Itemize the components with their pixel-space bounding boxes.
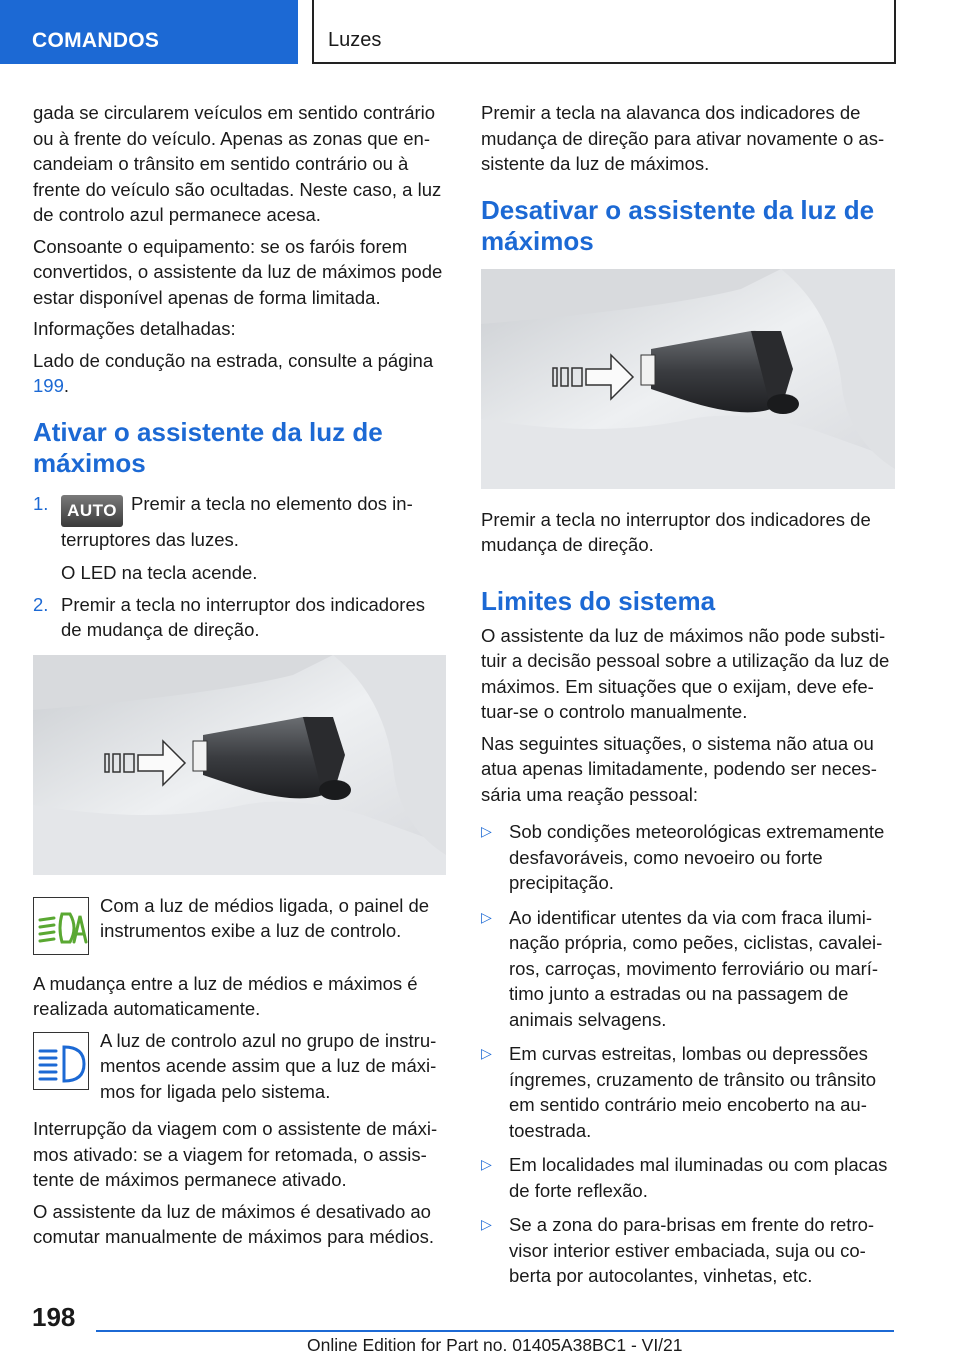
header-chapter-label: Luzes [328, 29, 382, 51]
heading-limits: Limites do sistema [481, 585, 716, 616]
icon-description: Com a luz de médios ligada, o painel de instrumentos exibe a luz de controlo. [100, 894, 430, 941]
step-text: Premir a tecla no elemento dos interruptores das luzes. [61, 492, 413, 550]
step-subtext: O LED na tecla acende. [61, 562, 258, 583]
heading-activate: Ativar o assistente da luz de máximos [33, 416, 383, 478]
stalk-illustration [481, 269, 895, 489]
paragraph: gada se circularem veículos em sentido contrário ou à frente do veículo. Apenas as zonas que encandeiam o trânsito em sentido contrário ou à frente do veículo são ocultadas. Neste caso, a luz de controlo azul permanece acesa. [33, 102, 442, 225]
list-item [481, 1041, 899, 1143]
step-1 [33, 491, 446, 586]
list-item [481, 1152, 899, 1203]
paragraph: Premir a tecla na alavanca dos indicadores de mudança de direção para ativar novamente o assistente da luz de máximos. [481, 102, 885, 174]
auto-low-beam-indicator-icon [33, 897, 89, 955]
stalk-illustration [33, 655, 446, 875]
header-section-label: COMANDOS [32, 29, 160, 52]
bullet-triangle-icon: ▷ [481, 1216, 492, 1232]
list-item-text: Se a zona do para-brisas em frente do retrovisor interior estiver embaciada, suja ou coberta por autocolantes, vinhetas, etc. [509, 1214, 875, 1286]
header-section-tab [0, 0, 298, 64]
step-number: 2. [33, 593, 49, 615]
list-item [481, 905, 899, 1033]
footer-edition: Online Edition for Part no. 01405A38BC1 - VI/21 [307, 1335, 683, 1355]
paragraph: Informações detalhadas: [33, 318, 236, 339]
list-item-text: Em curvas estreitas, lombas ou depressões íngremes, cruzamento de trânsito ou trânsito em sentido contrário meio encoberto na autoestrada. [509, 1043, 877, 1141]
paragraph: A mudança entre a luz de médios e máximos é realizada automaticamente. [33, 972, 418, 1019]
paragraph-end: . [63, 375, 70, 396]
footer-divider [96, 1330, 894, 1332]
paragraph: Interrupção da viagem com o assistente de máximos ativado: se a viagem for retomada, o assistente de máximos permanece ativado. [33, 1118, 438, 1190]
paragraph-with-page-ref [33, 348, 446, 399]
bullet-triangle-icon: ▷ [481, 1045, 492, 1061]
icon-description: A luz de controlo azul no grupo de instrumentos acende assim que a luz de máximos for ligada pelo sistema. [100, 1029, 437, 1102]
bullet-triangle-icon: ▷ [481, 908, 492, 925]
list-item [481, 1212, 899, 1289]
list-item-text: Ao identificar utentes da via com fraca iluminação própria, como peões, ciclistas, cavaleiros, carroças, movimento ferroviário ou marítimo junto a estradas ou na passagem de animais selvagens. [509, 906, 883, 1030]
step-2 [33, 592, 446, 643]
turn-signal-stalk-image [481, 269, 895, 489]
paragraph: O assistente da luz de máximos não pode substituir a decisão pessoal sobre a utilização da luz de máximos. Em situações que o exijam, deve efetuar-se o controlo manualmente. [481, 624, 890, 722]
bullet-triangle-icon: ▷ [481, 1156, 492, 1172]
heading-deactivate: Desativar o assistente da luz de máximos [481, 194, 875, 256]
blue-indicator-row [33, 1028, 446, 1105]
indicator-glyph [34, 1033, 90, 1091]
paragraph: Nas seguintes situações, o sistema não atua ou atua apenas limitadamente, podendo ser necessária uma reação pessoal: [481, 732, 877, 805]
header-chapter-box [312, 0, 896, 64]
page-number: 198 [32, 1302, 76, 1332]
auto-button-icon: AUTO [61, 495, 123, 527]
list-item [481, 819, 899, 896]
list-item-text: Em localidades mal iluminadas ou com placas de forte reflexão. [509, 1154, 888, 1201]
paragraph-text: Lado de condução na estrada, consulte a página [33, 349, 434, 371]
high-beam-indicator-icon [33, 1032, 89, 1090]
left-column [33, 100, 446, 1256]
list-item-text: Sob condições meteorológicas extremamente desfavoráveis, como nevoeiro ou forte precipitação. [509, 821, 885, 893]
bullet-triangle-icon: ▷ [481, 823, 492, 839]
step-text: Premir a tecla no interruptor dos indicadores de mudança de direção. [61, 593, 426, 640]
green-indicator-row [33, 893, 446, 959]
step-number: 1. [33, 492, 49, 514]
indicator-glyph [34, 898, 90, 956]
turn-signal-stalk-image [33, 655, 446, 875]
paragraph: Consoante o equipamento: se os faróis forem convertidos, o assistente da luz de máximos pode estar disponível apenas de forma limitada. [33, 235, 443, 308]
paragraph: Premir a tecla no interruptor dos indicadores de mudança de direção. [481, 508, 871, 555]
page-reference-link[interactable]: 199 [33, 375, 64, 396]
right-column [481, 100, 899, 1298]
paragraph: O assistente da luz de máximos é desativado ao comutar manualmente de máximos para médios. [33, 1200, 435, 1247]
